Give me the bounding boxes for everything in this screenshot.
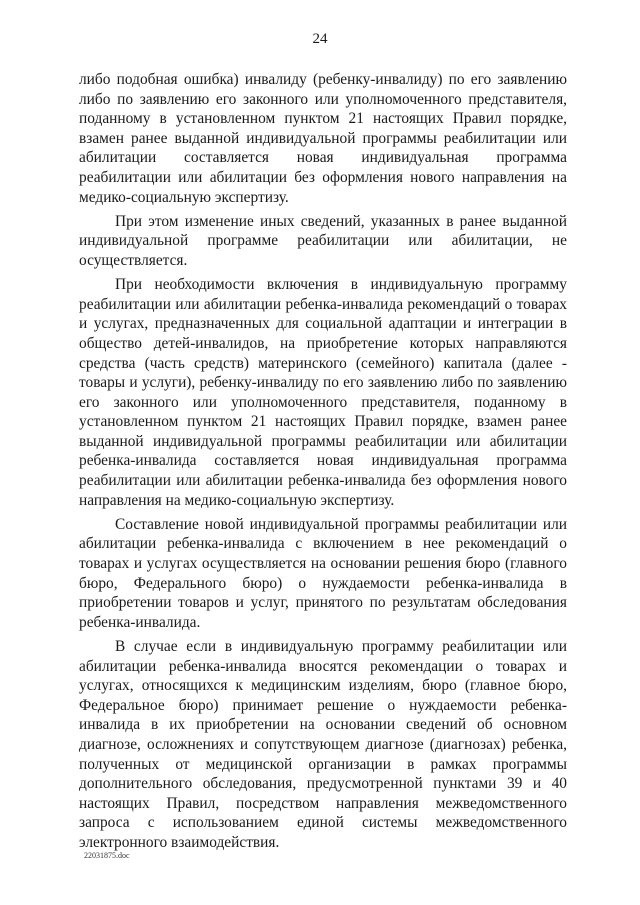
- paragraph: При этом изменение иных сведений, указанных в ранее выданной индивидуальной программе реабилитации или абилитации, не осуществляется.: [79, 212, 567, 269]
- footer-filename: 22031875.doc: [84, 851, 130, 860]
- paragraph: Составление новой индивидуальной программы реабилитации или абилитации ребенка-инвалида с включением в нее рекомендаций о товарах и услугах осуществляется на основании решения бюро (главного бюро, Федерального бюро) о нуждаемости ребенка-инвалида в приобретении товаров и услуг, принятого по результатам обследования ребенка-инвалида.: [79, 515, 567, 631]
- document-body: [79, 70, 567, 857]
- paragraph: При необходимости включения в индивидуальную программу реабилитации или абилитации ребенка-инвалида рекомендаций о товарах и услугах, предназначенных для социальной адаптации и интеграции в общество детей-инвалидов, на приобретение которых направляются средства (часть средств) материнского (семейного) капитала (далее - товары и услуги), ребенку-инвалиду по его заявлению либо по заявлению его законного или уполномоченного представителя, поданному в установленном пунктом 21 настоящих Правил порядке, взамен ранее выданной индивидуальной программы реабилитации или абилитации ребенка-инвалида составляется новая индивидуальная программа реабилитации или абилитации ребенка-инвалида без оформления нового направления на медико-социальную экспертизу.: [79, 276, 567, 509]
- paragraph-continuation: либо подобная ошибка) инвалиду (ребенку-инвалиду) по его заявлению либо по заявлению его законного или уполномоченного представителя, поданному в установленном пунктом 21 настоящих Правил порядке, взамен ранее выданной индивидуальной программы реабилитации или абилитации составляется новая индивидуальная программа реабилитации или абилитации без оформления нового направления на медико-социальную экспертизу.: [79, 71, 567, 206]
- page-number: 24: [312, 31, 328, 47]
- paragraph: В случае если в индивидуальную программу реабилитации или абилитации ребенка-инвалида вносятся рекомендации о товарах и услугах, относящихся к медицинским изделиям, бюро (главное бюро, Федеральное бюро) принимает решение о нуждаемости ребенка-инвалида в их приобретении на основании сведений об основном диагнозе, осложнениях и сопутствующем диагнозе (диагнозах) ребенка, полученных от медицинской организации в рамках программы дополнительного обследования, предусмотренной пунктами 39 и 40 настоящих Правил, посредством направления межведомственного запроса с использованием единой системы межведомственного электронного взаимодействия.: [79, 638, 567, 851]
